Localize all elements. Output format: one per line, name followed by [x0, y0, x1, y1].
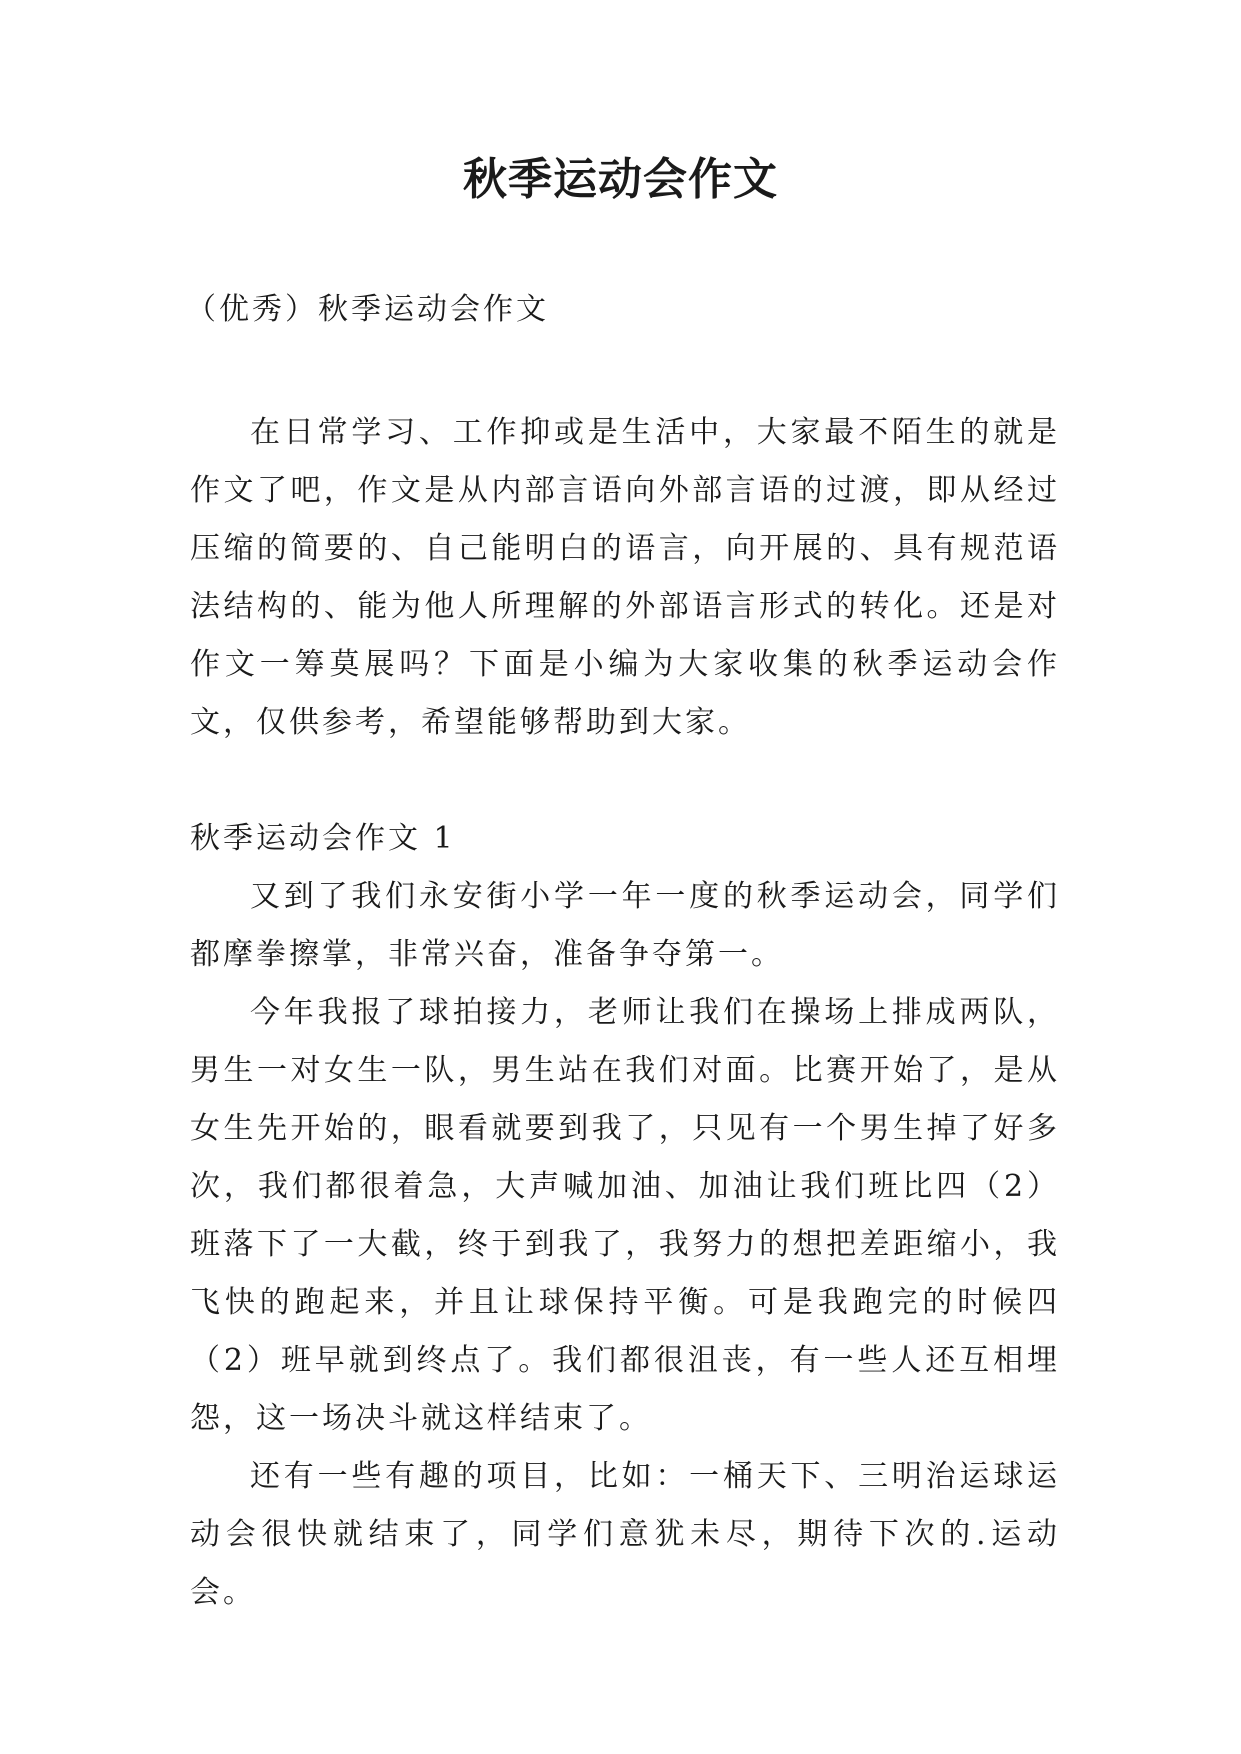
document-subtitle: （优秀）秋季运动会作文	[186, 292, 549, 327]
intro-section	[190, 404, 1060, 752]
essay-body	[190, 868, 1060, 1622]
essay-paragraph-3: 还有一些有趣的项目，比如：一桶天下、三明治运球运动会很快就结束了，同学们意犹未尽，期待下次的.运动会。	[190, 1459, 1060, 1610]
document-title: 秋季运动会作文	[463, 154, 778, 205]
section-heading: 秋季运动会作文 1	[190, 821, 456, 856]
essay-paragraph-2: 今年我报了球拍接力，老师让我们在操场上排成两队，男生一对女生一队，男生站在我们对面。比赛开始了，是从女生先开始的，眼看就要到我了，只见有一个男生掉了好多次，我们都很着急，大声喊加油、加油让我们班比四（2）班落下了一大截，终于到我了，我努力的想把差距缩小，我飞快的跑起来，并且让球保持平衡。可是我跑完的时候四（2）班早就到终点了。我们都很沮丧，有一些人还互相埋怨，这一场决斗就这样结束了。	[190, 995, 1060, 1436]
essay-paragraph-1: 又到了我们永安街小学一年一度的秋季运动会，同学们都摩拳擦掌，非常兴奋，准备争夺第一。	[190, 879, 1060, 972]
intro-paragraph: 在日常学习、工作抑或是生活中，大家最不陌生的就是作文了吧，作文是从内部言语向外部言语的过渡，即从经过压缩的简要的、自己能明白的语言，向开展的、具有规范语法结构的、能为他人所理解的外部语言形式的转化。还是对作文一筹莫展吗？下面是小编为大家收集的秋季运动会作文，仅供参考，希望能够帮助到大家。	[190, 415, 1060, 740]
